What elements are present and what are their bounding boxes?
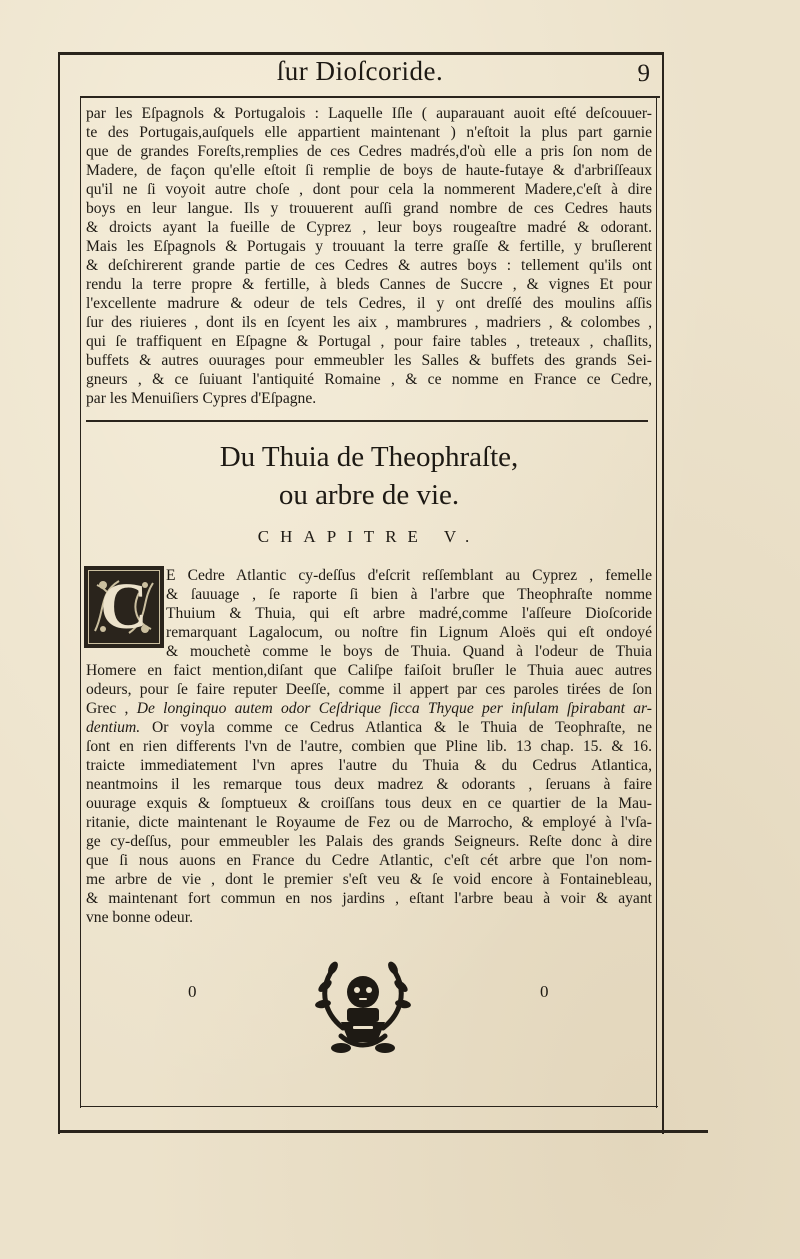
text-line: ſont en rien differents l'vn de l'autre, combien que Pline lib. 13 chap. 15. & 16. — [86, 738, 652, 755]
text-line: Homere en faict mention,diſant que Caliſpe faiſoit bruſler le Thuia auec autres — [86, 662, 652, 679]
chapter-title — [86, 438, 652, 514]
frame-rule-top — [58, 52, 664, 55]
text-line: ge cy-deſſus, pour emmeubler les Palais des grands Seigneurs. Reſte donc à dire — [86, 833, 652, 850]
text-line: gneurs , & ce ſuiuant l'antiquité Romaine , & ce nomme en France ce Cedre, — [86, 371, 652, 388]
chapter-number: CHAPITRE V. — [257, 527, 481, 546]
section-divider-rule — [86, 420, 648, 422]
text-line: que de grandes Foreſts,remplies de ces Cedres madrés,d'où elle a pris ſon nom de — [86, 143, 652, 160]
text-line: & deſchirerent grande partie de ces Cedres & autres boys : tellement qu'ils ont — [86, 257, 652, 274]
drop-cap-letter: C — [100, 570, 148, 643]
vignette-ornament-icon — [311, 952, 415, 1058]
greek-prefix: Grec , — [86, 700, 129, 717]
text-line: traicte immediatement l'vn apres l'autre du Thuia & du Cedrus Atlantica, — [86, 757, 652, 774]
text-line: Madere, de façon qu'elle eſtoit ſi remplie de boys de haute-futaye & d'arbriſſeaux — [86, 162, 652, 179]
text-line: Thuium & Thuia, qui eſt arbre madré,comme l'aſſeure Dioſcoride — [166, 605, 652, 622]
text-line: ouurage exquis & ſomptueux & croiſſans tous deux en ce quartier de la Mau- — [86, 795, 652, 812]
text-line: Mais les Eſpagnols & Portugais y trouuant la terre graſſe & fertille, y bruſlerent — [86, 238, 652, 255]
text-line: & ſauuage , ſe raporte ſi bien à l'arbre que Theophraſte nomme — [166, 586, 652, 603]
chapter-title-line: ou arbre de vie. — [278, 479, 460, 511]
text-line: te des Portugais,auſquels elle appartient maintenant ) n'eſtoit la plus part garnie — [86, 124, 652, 141]
chapter-body — [86, 566, 652, 927]
frame-rule-bottom — [58, 1130, 708, 1133]
text-line: remarquant Lagalocum, ou noſtre fin Lignum Aloës qui eſt ondoyé — [166, 624, 652, 641]
running-title: ſur Dioſcoride. — [276, 56, 444, 86]
text-line: ſur des riuieres , dont ils en ſcyent les aix , mambrures , madriers , & colombes , — [86, 314, 652, 331]
signature-mark-left: 0 — [188, 982, 197, 1001]
chapter-title-line: Du Thuia de Theophraſte, — [219, 441, 519, 473]
text-line: que ſi nous auons en France du Cedre Atlantic, c'eſt cét arbre que l'on nom- — [86, 852, 652, 869]
text-line: & mouchetè comme le boys de Thuia. Quand à l'odeur de Thuia — [166, 643, 652, 660]
printers-vignette — [311, 952, 415, 1058]
text-line — [86, 699, 652, 718]
text-line — [86, 718, 652, 737]
inner-rule-bottom — [80, 1106, 658, 1107]
text-line: & maintenant fort commun en nos jardins , eſtant l'arbre beau à voir & ayant — [86, 890, 652, 907]
latin-quote: dentium. — [86, 719, 141, 736]
inner-rule-top — [80, 96, 660, 98]
text-line: buffets & autres ouurages pour emmeubler les Salles & buffets des grands Sei- — [86, 352, 652, 369]
signature-mark-right: 0 — [540, 982, 549, 1001]
text-line: E Cedre Atlantic cy-deſſus d'eſcrit reſſemblant au Cyprez , femelle — [166, 567, 652, 584]
text-line: odeurs, pour ſe faire reputer Deeſſe, comme il appert par ces paroles tirées de ſon — [86, 681, 652, 698]
inner-rule-right — [656, 96, 657, 1108]
text-line: & droicts ayant la fueille de Cyprez , leur boys rougeaſtre madré & odorant. — [86, 219, 652, 236]
running-head — [60, 56, 660, 96]
page-number: 9 — [637, 60, 650, 87]
text-line: neantmoins il les remarque tous deux madrez & odorants , ſeruans à faire — [86, 776, 652, 793]
frame-rule-right — [662, 52, 664, 1134]
text-line: par les Eſpagnols & Portugalois : Laquelle Iſle ( auparauant auoit eſté deſcouuer- — [86, 105, 652, 122]
text-line: vne bonne odeur. — [86, 909, 193, 926]
frame-rule-left — [58, 52, 60, 1134]
text-line: par les Menuiſiers Cypres d'Eſpagne. — [86, 390, 317, 407]
after-quote-text: Or voyla comme ce Cedrus Atlantica & le Thuia de Teophraſte, ne — [151, 719, 652, 736]
top-paragraph — [86, 104, 652, 408]
text-line: qu'il ne ſi voyoit autre choſe , dont pour cela la nommerent Madere,c'eſt à dire — [86, 181, 652, 198]
inner-rule-left — [80, 96, 81, 1108]
text-line: l'excellente madrure & odeur de tels Cedres, il y ont dreſſé des moulins aſſis — [86, 295, 652, 312]
latin-quote: De longinquo autem odor Ceſdrique ſicca Thyque per inſulam ſpirabant ar- — [136, 700, 652, 717]
text-line: ritanie, dicte maintenant le Royaume de Fez ou de Marrocho, & employé à l'vſa- — [86, 814, 652, 831]
text-line: qui ſe traffiquent en Eſpagne & Portugal , pour faire tables , treteaux , chaſlits, — [86, 333, 652, 350]
text-line: me arbre de vie , dont le premier s'eſt veu & ſe void encore à Fontainebleau, — [86, 871, 652, 888]
text-line: rendu la terre propre & fertille, à bleds Cannes de Succre , & vignes Et pour — [86, 276, 652, 293]
text-line: boys en leur langue. Ils y trouuerent auſſi grand nombre de ces Cedres hauts — [86, 200, 652, 217]
